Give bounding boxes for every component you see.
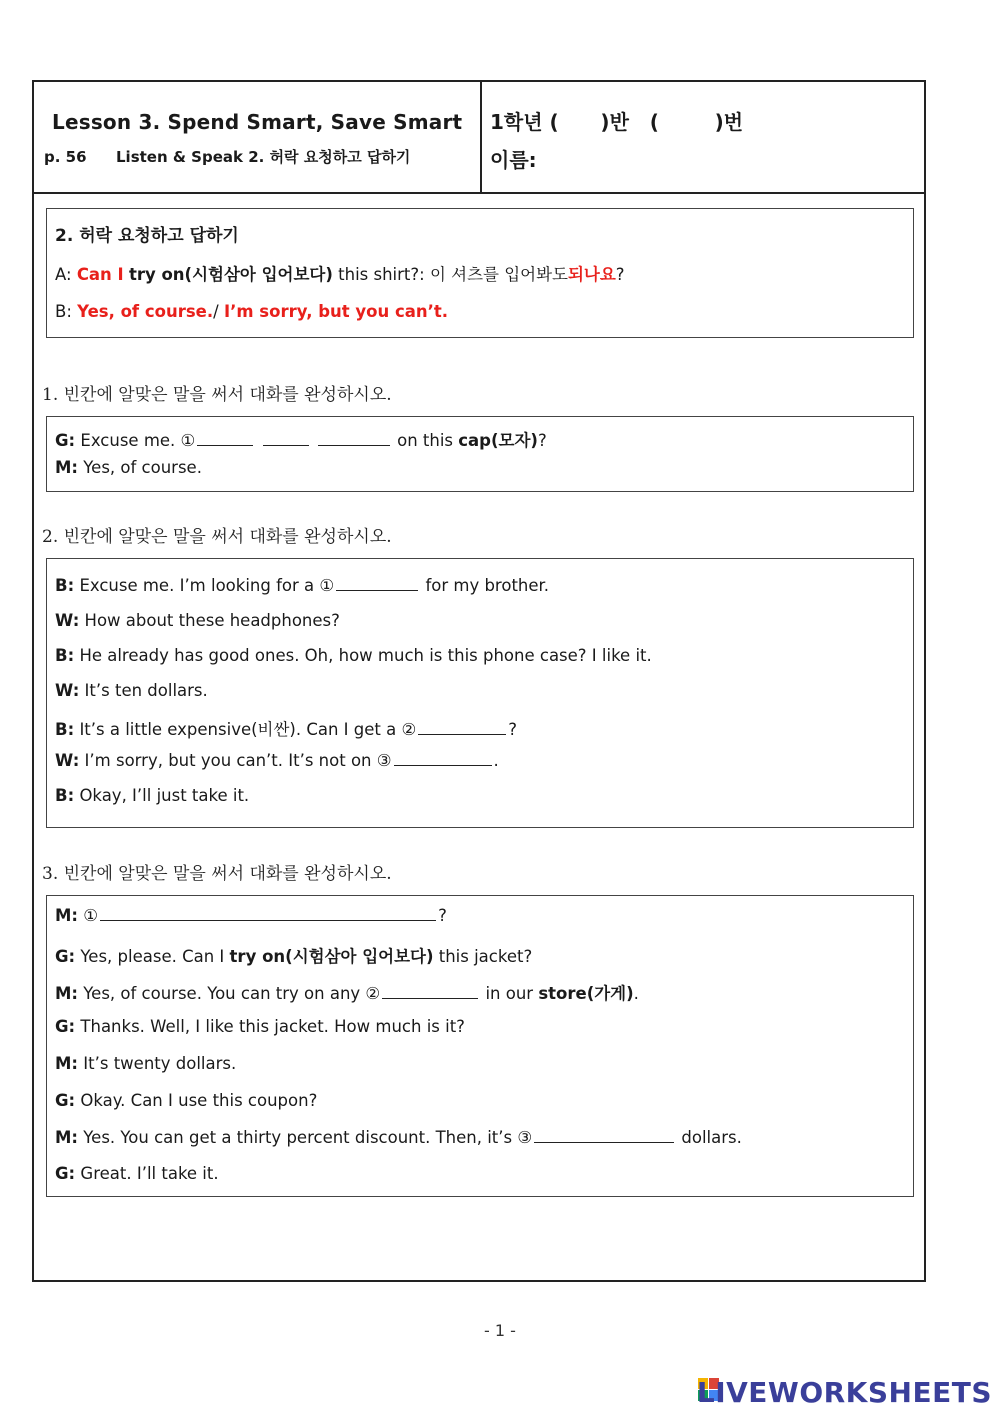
page-ref: p. 56 xyxy=(44,148,87,166)
dialogue-line xyxy=(55,1091,317,1110)
speaker-label: G: xyxy=(55,1091,76,1110)
dialogue-text: Excuse me. I’m looking for a ① xyxy=(79,576,335,595)
dialogue-text: this jacket? xyxy=(438,947,533,966)
dialogue-line xyxy=(55,681,208,700)
summary-line-b xyxy=(55,302,448,321)
speaker-label: G: xyxy=(55,1017,76,1036)
dialogue-text: Excuse me. ① xyxy=(80,431,196,450)
answer-blank-1c[interactable] xyxy=(318,431,390,446)
dialogue-text: I’m sorry, but you can’t. It’s not on ③ xyxy=(84,751,392,770)
dialogue-text: How about these headphones? xyxy=(84,611,340,630)
speaker-label: W: xyxy=(55,751,80,770)
speaker-label: A: xyxy=(55,265,72,284)
speaker-label: G: xyxy=(55,431,76,450)
plain-text: ? xyxy=(615,265,625,284)
dialogue-line xyxy=(55,716,517,740)
question-3-box xyxy=(46,895,914,1197)
speaker-label: W: xyxy=(55,611,80,630)
dialogue-text: ? xyxy=(438,906,447,925)
dialogue-text: dollars. xyxy=(681,1128,742,1147)
question-1-instruction: 1. 빈칸에 알맞은 말을 써서 대화를 완성하시오. xyxy=(42,385,392,405)
speaker-label: B: xyxy=(55,786,75,805)
speaker-label: M: xyxy=(55,1128,79,1147)
highlight-text: 되나요 xyxy=(567,265,616,284)
speaker-label: G: xyxy=(55,1164,76,1183)
summary-heading: 2. 허락 요청하고 답하기 xyxy=(55,226,239,246)
dialogue-text: ? xyxy=(537,431,547,450)
dialogue-text: It’s a little expensive(비싼). Can I get a ② xyxy=(79,720,417,739)
dialogue-text: Yes. You can get a thirty percent discount. Then, it’s ③ xyxy=(83,1128,533,1147)
answer-blank-3-3[interactable] xyxy=(534,1128,674,1143)
dialogue-text: Okay. Can I use this coupon? xyxy=(80,1091,318,1110)
dialogue-text: Great. I’ll take it. xyxy=(80,1164,219,1183)
class-info: 1학년 ( )반 ( )번 xyxy=(490,110,744,134)
speaker-label: B: xyxy=(55,720,75,739)
dialogue-text: in our xyxy=(485,984,534,1003)
answer-blank-2-1[interactable] xyxy=(336,576,418,591)
dialogue-line xyxy=(55,751,499,770)
answer-blank-1a[interactable] xyxy=(197,431,253,446)
dialogue-text: Yes, of course. xyxy=(83,458,202,477)
speaker-label: B: xyxy=(55,576,75,595)
speaker-label: M: xyxy=(55,906,79,925)
speaker-label: M: xyxy=(55,458,79,477)
plain-text: this shirt?: 이 셔츠를 입어봐도 xyxy=(338,265,568,284)
header-left xyxy=(34,82,482,192)
highlight-text: Can I xyxy=(76,265,124,284)
question-2-box xyxy=(46,558,914,828)
bold-text: store(가게) xyxy=(538,984,634,1003)
question-2-instruction: 2. 빈칸에 알맞은 말을 써서 대화를 완성하시오. xyxy=(42,527,392,547)
speaker-label: B: xyxy=(55,302,72,321)
summary-box xyxy=(46,208,914,338)
dialogue-text: for my brother. xyxy=(425,576,550,595)
dialogue-text: Okay, I’ll just take it. xyxy=(79,786,250,805)
dialogue-line xyxy=(55,906,447,925)
dialogue-text: Yes, please. Can I xyxy=(80,947,225,966)
question-1-box xyxy=(46,416,914,492)
dialogue-line xyxy=(55,611,340,630)
speaker-label: M: xyxy=(55,1054,79,1073)
answer-blank-1b[interactable] xyxy=(263,431,309,446)
section-title: Listen & Speak 2. 허락 요청하고 답하기 xyxy=(116,148,411,166)
bold-text: try on(시험삼아 입어보다) xyxy=(128,265,333,284)
answer-blank-3-1[interactable] xyxy=(100,906,436,921)
answer-blank-2-2[interactable] xyxy=(418,720,506,735)
header xyxy=(34,82,924,194)
brand-wordmark[interactable]: LIVEWORKSHEETS xyxy=(696,1376,992,1409)
dialogue-line xyxy=(55,646,652,665)
dialogue-line xyxy=(55,980,639,1004)
dialogue-text: ? xyxy=(508,720,518,739)
dialogue-text: on this xyxy=(397,431,453,450)
dialogue-text: . xyxy=(633,984,639,1003)
summary-line-a xyxy=(55,261,625,285)
dialogue-text: . xyxy=(493,751,499,770)
bold-text: cap(모자) xyxy=(458,431,538,450)
dialogue-line xyxy=(55,458,202,477)
lesson-subtitle xyxy=(44,146,410,167)
plain-text: / xyxy=(213,302,219,321)
dialogue-line xyxy=(55,1017,465,1036)
speaker-label: G: xyxy=(55,947,76,966)
speaker-label: B: xyxy=(55,646,75,665)
highlight-text: I’m sorry, but you can’t. xyxy=(223,302,449,321)
dialogue-line xyxy=(55,786,249,805)
dialogue-line xyxy=(55,427,547,451)
bold-text: try on(시험삼아 입어보다) xyxy=(229,947,434,966)
speaker-label: M: xyxy=(55,984,79,1003)
dialogue-text: It’s twenty dollars. xyxy=(83,1054,237,1073)
dialogue-text: Yes, of course. You can try on any ② xyxy=(83,984,381,1003)
answer-blank-2-3[interactable] xyxy=(394,751,492,766)
dialogue-text: ① xyxy=(83,906,99,925)
dialogue-line xyxy=(55,576,549,595)
dialogue-text: He already has good ones. Oh, how much is this phone case? I like it. xyxy=(79,646,652,665)
speaker-label: W: xyxy=(55,681,80,700)
dialogue-text: It’s ten dollars. xyxy=(84,681,208,700)
dialogue-line xyxy=(55,1164,219,1183)
lesson-title: Lesson 3. Spend Smart, Save Smart xyxy=(52,110,463,134)
page-number: - 1 - xyxy=(484,1321,516,1340)
answer-blank-3-2[interactable] xyxy=(382,984,478,999)
highlight-text: Yes, of course. xyxy=(77,302,214,321)
worksheet-frame xyxy=(32,80,926,1282)
dialogue-text: Thanks. Well, I like this jacket. How much is it? xyxy=(80,1017,465,1036)
name-label: 이름: xyxy=(490,148,537,172)
dialogue-line xyxy=(55,943,532,967)
question-3-instruction: 3. 빈칸에 알맞은 말을 써서 대화를 완성하시오. xyxy=(42,864,392,884)
dialogue-line xyxy=(55,1128,742,1147)
dialogue-line xyxy=(55,1054,236,1073)
